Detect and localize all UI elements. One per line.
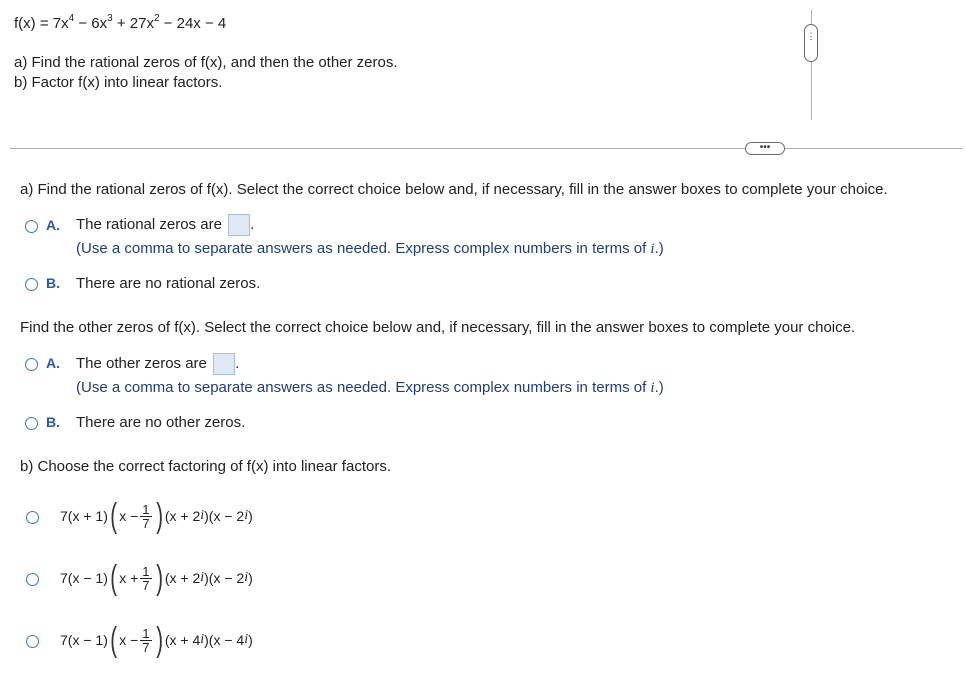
- factoring-option-1-radio[interactable]: [26, 511, 39, 524]
- right-paren: ): [155, 497, 163, 535]
- imaginary-unit: i: [200, 632, 205, 647]
- hint-text: (Use a comma to separate answers as needed. Express complex numbers in terms of: [76, 379, 651, 396]
- func-text: − 6x: [74, 15, 108, 32]
- numerator: 1: [142, 501, 150, 517]
- func-text: − 24x − 4: [159, 15, 227, 32]
- factoring-option-1: [60, 496, 253, 536]
- problem-part-a: a) Find the rational zeros of f(x), and then the other zeros.: [14, 54, 398, 71]
- hint-text: .): [654, 379, 664, 396]
- exponent: 2: [153, 13, 160, 24]
- fraction: [140, 565, 151, 592]
- other-zeros-option-b: There are no other zeros.: [76, 414, 246, 431]
- vertical-resize-handle[interactable]: ⋮: [804, 24, 818, 62]
- exponent: 4: [68, 13, 75, 24]
- imaginary-unit: i: [244, 570, 249, 585]
- left-paren: (: [110, 497, 117, 535]
- x-term: x −: [119, 508, 139, 524]
- option-letter: B.: [46, 275, 60, 291]
- option-text: The rational zeros are: [76, 215, 222, 233]
- denominator: 7: [142, 639, 150, 655]
- exponent: 3: [107, 13, 113, 24]
- factoring-prompt: b) Choose the correct factoring of f(x) into linear factors.: [20, 458, 391, 475]
- option-letter: A.: [46, 217, 60, 233]
- imaginary-unit: i: [244, 508, 249, 523]
- option-letter: A.: [46, 355, 60, 371]
- right-paren: ): [155, 621, 163, 659]
- rational-zeros-hint: [76, 240, 664, 258]
- rational-zeros-option-b: There are no rational zeros.: [76, 275, 261, 292]
- horizontal-resize-handle[interactable]: •••: [745, 142, 785, 155]
- imaginary-unit: i: [200, 570, 205, 585]
- factoring-option-3-radio[interactable]: [26, 635, 39, 648]
- numerator: 1: [142, 625, 150, 641]
- lead-factor: 7(x − 1): [60, 632, 108, 648]
- complex-factor: (x + 4: [164, 632, 201, 648]
- imaginary-unit: i: [650, 241, 655, 257]
- denominator: 7: [142, 515, 150, 531]
- problem-part-b: b) Factor f(x) into linear factors.: [14, 74, 223, 91]
- fraction: [140, 503, 151, 530]
- denominator: 7: [142, 577, 150, 593]
- factoring-option-2: [60, 558, 253, 598]
- other-zeros-answer-box[interactable]: [213, 353, 235, 375]
- function-definition: [14, 14, 226, 34]
- factoring-option-3: [60, 620, 253, 660]
- rational-zeros-option-b-radio[interactable]: [25, 278, 38, 291]
- x-term: x +: [119, 570, 139, 586]
- numerator: 1: [142, 563, 150, 579]
- lead-factor: 7(x + 1): [60, 508, 108, 524]
- complex-factor: (x + 2: [164, 570, 201, 586]
- left-paren: (: [110, 621, 117, 659]
- complex-factor: ): [248, 570, 253, 586]
- complex-factor: )(x − 4: [204, 632, 245, 648]
- imaginary-unit: i: [244, 632, 249, 647]
- rational-zeros-answer-box[interactable]: [228, 214, 250, 236]
- fraction: [140, 627, 151, 654]
- hint-text: .): [654, 240, 664, 257]
- func-text: + 27x: [112, 15, 154, 32]
- complex-factor: )(x − 2: [204, 508, 245, 524]
- x-term: x −: [119, 632, 139, 648]
- rational-zeros-option-a: [76, 214, 254, 236]
- period: .: [250, 215, 255, 233]
- factoring-option-2-radio[interactable]: [26, 573, 39, 586]
- rational-zeros-option-a-radio[interactable]: [25, 220, 38, 233]
- other-zeros-prompt: Find the other zeros of f(x). Select the correct choice below and, if necessary, fill in the answer boxes to complete your choice.: [20, 319, 856, 336]
- imaginary-unit: i: [200, 508, 205, 523]
- rational-zeros-prompt: a) Find the rational zeros of f(x). Select the correct choice below and, if necessary, fill in the answer boxes to complete your choice.: [20, 181, 888, 198]
- option-letter: B.: [46, 414, 60, 430]
- period: .: [235, 354, 240, 372]
- complex-factor: )(x − 2: [204, 570, 245, 586]
- complex-factor: ): [248, 632, 253, 648]
- horizontal-divider: [10, 148, 963, 149]
- other-zeros-option-a: [76, 353, 239, 375]
- complex-factor: (x + 2: [164, 508, 201, 524]
- hint-text: (Use a comma to separate answers as needed. Express complex numbers in terms of: [76, 240, 651, 257]
- other-zeros-option-a-radio[interactable]: [25, 358, 38, 371]
- left-paren: (: [110, 559, 117, 597]
- func-text: f(x) = 7x: [14, 15, 69, 32]
- right-paren: ): [155, 559, 163, 597]
- other-zeros-option-b-radio[interactable]: [25, 417, 38, 430]
- complex-factor: ): [248, 508, 253, 524]
- option-text: The other zeros are: [76, 354, 207, 372]
- other-zeros-hint: [76, 379, 664, 397]
- lead-factor: 7(x − 1): [60, 570, 108, 586]
- imaginary-unit: i: [650, 380, 655, 396]
